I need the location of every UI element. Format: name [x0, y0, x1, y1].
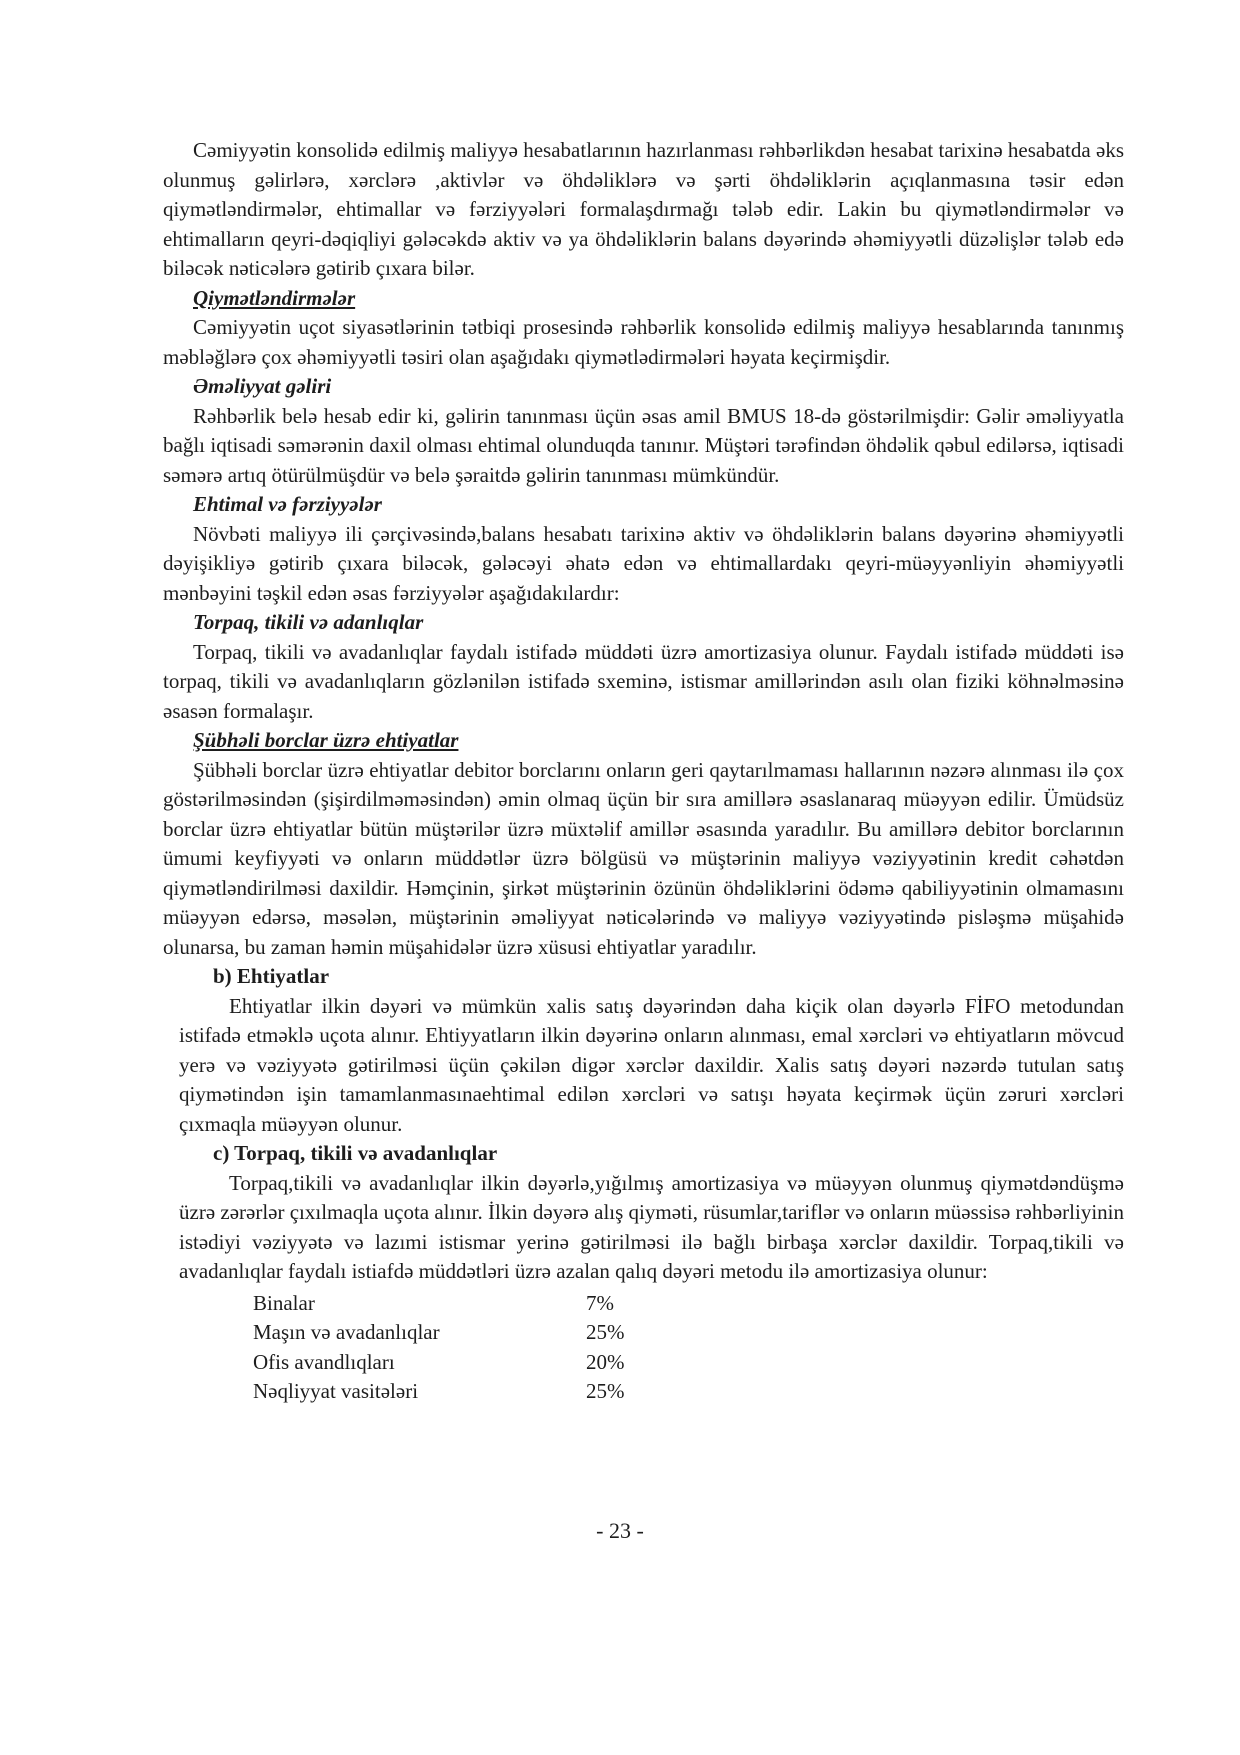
ppe-paragraph: Torpaq, tikili və avadanlıqlar faydalı istifadə müddəti üzrə amortizasiya olunur. Faydalı istifadə müddəti isə torpaq, tikili və avadanlıqların gözlənilən istifadə sxeminə, istismar amillərindən asılı olan fiziki köhnəlməsinə əsasən formalaşır. — [163, 639, 1124, 723]
rate-name: Maşın və avadanlıqlar — [253, 1320, 440, 1344]
intro-paragraph: Cəmiyyətin konsolidə edilmiş maliyyə hesabatlarının hazırlanması rəhbərlikdən hesabat tarixinə hesabatda əks olunmuş gəlirlərə, xərclərə ,aktivlər və öhdəliklərə və şərti öhdəliklərin açıqlanmasına təsir edən qiymətləndirmələr, ehtimallar və fərziyyələri formalaşdırmağı tələb edir. Lakin bu qiymətləndirmələr və ehtimalların qeyri-dəqiqliyi gələcəkdə aktiv və ya öhdəliklərin balans dəyərində əhəmiyyətli düzəlişlər tələb edə biləcək nəticələrə gətirib çıxara bilər. — [163, 138, 1124, 280]
rate-name: Nəqliyyat vasitələri — [253, 1379, 419, 1403]
doubtful-debts-heading: Şübhəli borclar üzrə ehtiyatlar — [193, 728, 459, 752]
estimates-heading: Ehtimal və fərziyyələr — [193, 492, 382, 516]
ppe-heading: Torpaq, tikili və adanlıqlar — [193, 610, 424, 634]
rate-row-office-equipment — [253, 1348, 1124, 1378]
ppe2-paragraph: Torpaq,tikili və avadanlıqlar ilkin dəyərlə,yığılmış amortizasiya və müəyyən olunmuş qiymətdəndüşmə üzrə zərərlər çıxılmaqla uçota alınır. İlkin dəyərə alış qiyməti, rüsumlar,tariflər və onların müəssisə rəhbərliyinin istədiyi vəziyyətə və lazımi istismar yerinə gətirilməsi ilə bağlı birbaşa xərclər daxildir. Torpaq,tikili və avadanlıqlar faydalı istiafdə müddətləri üzrə azalan qalıq dəyəri metodu ilə amortizasiya olunur: — [179, 1170, 1124, 1283]
page-number: - 23 - — [596, 1518, 644, 1543]
inventory-heading: b) Ehtiyatlar — [213, 964, 330, 988]
inventory-paragraph: Ehtiyatlar ilkin dəyəri və mümkün xalis satış dəyərindən daha kiçik olan dəyərlə FİFO metodundan istifadə etməklə uçota alınır. Ehtiyyatların ilkin dəyərinə onların alınması, emal xərcləri və ehtiyatların mövcud yerə və vəziyyətə gətirilməsi üçün çəkilən digər xərclər daxildir. Xalis satış dəyəri nəzərdə tutulan satış qiymətindən işin tamamlanmasınaehtimal edilən xərcləri və satışı həyata keçirmək üçün zəruri xərcləri çıxmaqla müəyyən olunur. — [179, 993, 1124, 1136]
rate-value: 20% — [586, 1349, 625, 1374]
valuations-heading: Qiymətləndirmələr — [193, 285, 356, 310]
rate-row-machinery — [253, 1318, 1124, 1348]
rate-name: Ofis avandlıqları — [253, 1349, 395, 1374]
rate-value: 7% — [586, 1290, 614, 1315]
ppe2-heading: c) Torpaq, tikili və avadanlıqlar — [213, 1141, 498, 1165]
rate-name: Binalar — [253, 1290, 315, 1315]
estimates-paragraph: Növbəti maliyyə ili çərçivəsində,balans hesabatı tarixinə aktiv və öhdəliklərin balans dəyərinə əhəmiyyətli dəyişikliyə gətirib çıxara biləcək, gələcəyi əhatə edən və ehtimallardakı qeyri-müəyyənliyin əhəmiyyətli mənbəyini təşkil edən əsas fərziyyələr aşağıdakılardır: — [163, 521, 1124, 605]
rate-value: 25% — [586, 1379, 625, 1403]
rate-row-buildings — [253, 1289, 1124, 1319]
rate-row-vehicles — [253, 1377, 1124, 1407]
doubtful-debts-paragraph: Şübhəli borclar üzrə ehtiyatlar debitor borclarını onların geri qaytarılmaması hallarının nəzərə alınması ilə çox göstərilməsindən (şişirdilməməsindən) əmin olmaq üçün bir sıra amillərə əsaslanaraq müəyyən edilir. Ümüdsüz borclar üzrə ehtiyatlar bütün müştərilər üzrə müxtəlif amillər əsasında yaradılır. Bu amillərə debitor borclarının ümumi keyfiyyəti və onların müddətlər üzrə bölgüsü və müştərinin maliyyə vəziyyətinin kredit cəhətdən qiymətləndirilməsi daxildir. Həmçinin, şirkət müştərinin özünün öhdəliklərini ödəmə qabiliyyətinin olmamasını müəyyən edərsə, məsələn, müştərinin əməliyyat nəticələrində və maliyyə vəziyyətində pisləşmə müşahidə olunarsa, bu zaman həmin müşahidələr üzrə xüsusi ehtiyatlar yaradılır. — [163, 757, 1124, 959]
depreciation-rates-table — [253, 1289, 1124, 1407]
page-content — [163, 136, 1124, 1407]
rate-value: 25% — [586, 1320, 625, 1344]
revenue-heading: Əməliyyat gəliri — [193, 374, 332, 398]
revenue-paragraph: Rəhbərlik belə hesab edir ki, gəlirin tanınması üçün əsas amil BMUS 18-də göstərilmişdir: Gəlir əməliyyatla bağlı iqtisadi səmərənin daxil olması ehtimal olunduqda tanınır. Müştəri tərəfindən öhdəlik qəbul edilərsə, iqtisadi səmərə artıq ötürülmüşdür və belə şəraitdə gəlirin tanınması mümkündür. — [163, 403, 1124, 487]
valuations-paragraph: Cəmiyyətin uçot siyasətlərinin tətbiqi prosesində rəhbərlik konsolidə edilmiş maliyyə hesablarında tanınmış məbləğlərə çox əhəmiyyətli təsiri olan aşağıdakı qiymətlədirmələri həyata keçirmişdir. — [163, 315, 1124, 369]
